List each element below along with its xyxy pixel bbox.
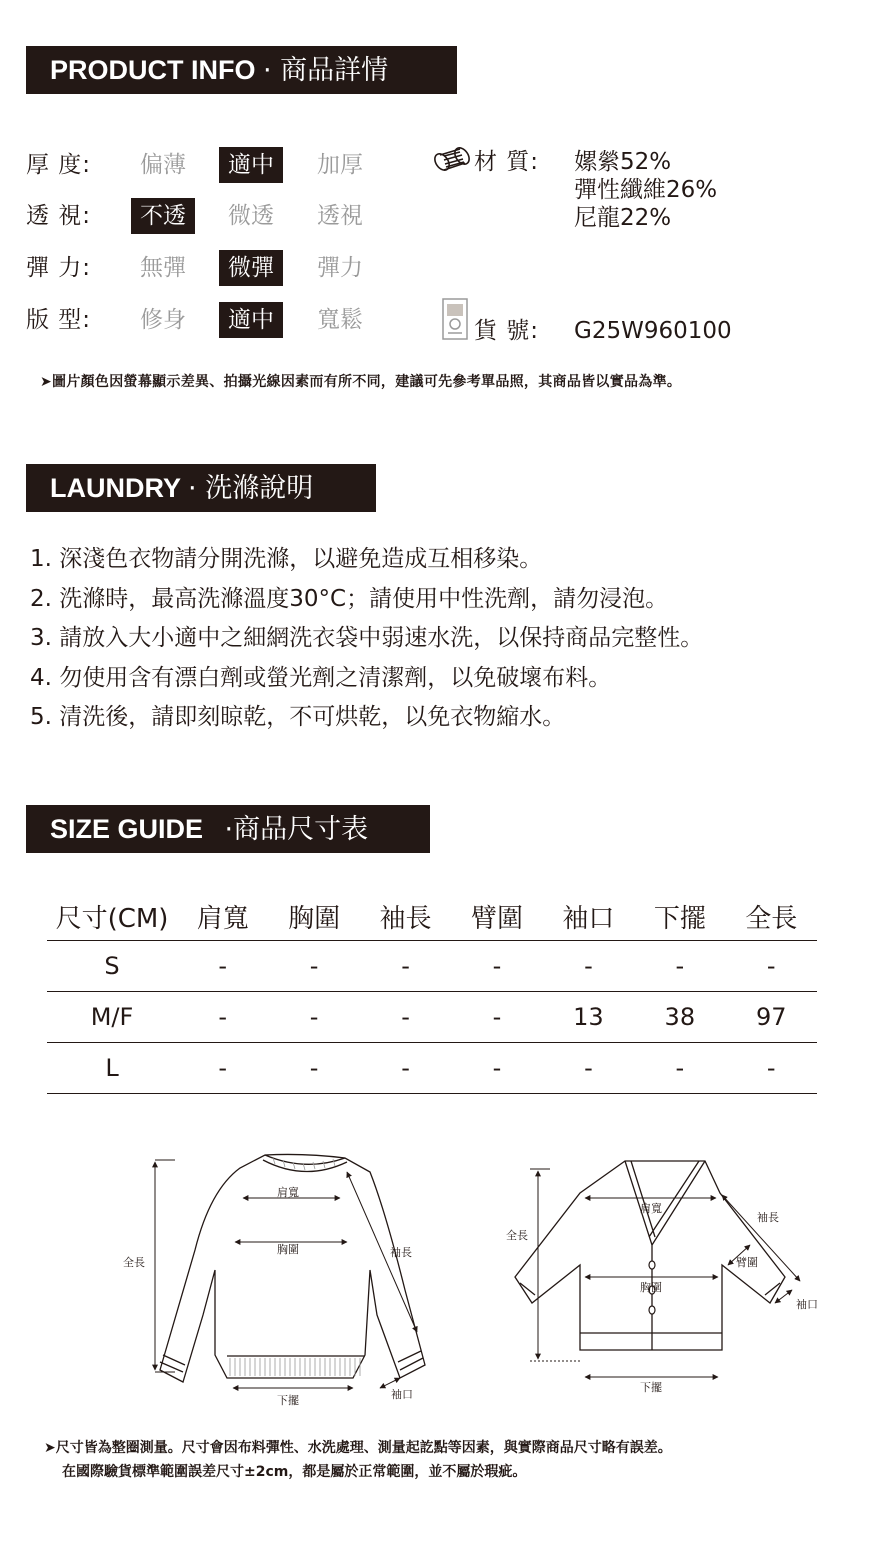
column-header: 袖長 bbox=[360, 892, 451, 941]
attribute-option-selected: 微彈 bbox=[219, 250, 283, 286]
attribute-label: 彈 力: bbox=[26, 255, 92, 281]
laundry-item: 5. 清洗後，請即刻晾乾，不可烘乾，以免衣物縮水。 bbox=[30, 704, 566, 730]
size-label: S bbox=[47, 941, 177, 992]
table-cell: - bbox=[726, 941, 817, 992]
table-cell: - bbox=[634, 941, 725, 992]
table-row bbox=[47, 941, 817, 992]
product-info-title-cn: · 商品詳情 bbox=[263, 55, 389, 86]
table-cell: 13 bbox=[543, 992, 634, 1043]
table-cell: - bbox=[177, 941, 268, 992]
attribute-option: 微透 bbox=[228, 203, 274, 229]
table-cell: - bbox=[268, 992, 359, 1043]
cardigan-length-label: 全長 bbox=[506, 1229, 528, 1242]
attribute-option: 透視 bbox=[317, 203, 363, 229]
laundry-item: 4. 勿使用含有漂白劑或螢光劑之清潔劑，以免破壞布料。 bbox=[30, 664, 612, 691]
attribute-option: 修身 bbox=[140, 307, 186, 333]
sweater-cuff-label: 袖口 bbox=[391, 1388, 413, 1401]
table-cell: - bbox=[268, 1043, 359, 1094]
table-cell: 38 bbox=[634, 992, 725, 1043]
attribute-option: 無彈 bbox=[140, 255, 186, 281]
column-header: 肩寬 bbox=[177, 892, 268, 941]
attribute-label: 厚 度: bbox=[26, 152, 92, 178]
size-disclaimer bbox=[44, 1436, 672, 1484]
cardigan-sleeve-label: 袖長 bbox=[757, 1211, 779, 1224]
cardigan-arm-label: 臂圍 bbox=[736, 1256, 758, 1269]
table-row bbox=[47, 1043, 817, 1094]
table-cell: - bbox=[726, 1043, 817, 1094]
product-info-header bbox=[26, 46, 457, 94]
cardigan-shoulder-label: 肩寬 bbox=[640, 1202, 662, 1215]
attribute-option: 彈力 bbox=[317, 255, 363, 281]
cardigan-diagram bbox=[500, 1155, 830, 1395]
column-header: 臂圍 bbox=[451, 892, 542, 941]
attribute-option: 偏薄 bbox=[140, 152, 186, 178]
material-line-1: 嫘縈52% bbox=[574, 149, 672, 175]
table-cell: - bbox=[177, 992, 268, 1043]
sweater-length-label: 全長 bbox=[123, 1256, 145, 1269]
color-disclaimer: ➤圖片顏色因螢幕顯示差異、拍攝光線因素而有所不同，建議可先參考單品照，其商品皆以實品為準。 bbox=[40, 374, 682, 390]
laundry-title-cn: · 洗滌說明 bbox=[188, 473, 314, 504]
table-cell: - bbox=[543, 1043, 634, 1094]
sweater-sleeve-label: 袖長 bbox=[390, 1246, 412, 1259]
size-disclaimer-line-1: ➤尺寸皆為整圈測量。尺寸會因布料彈性、水洗處理、測量起訖點等因素，與實際商品尺寸略有誤差。 bbox=[44, 1440, 672, 1456]
attribute-label: 版 型: bbox=[26, 307, 92, 333]
attribute-option-selected: 適中 bbox=[219, 147, 283, 183]
product-info-title-en: PRODUCT INFO bbox=[50, 55, 256, 85]
material-label: 材 質: bbox=[474, 149, 540, 175]
laundry-item: 2. 洗滌時，最高洗滌溫度30°C；請使用中性洗劑，請勿浸泡。 bbox=[30, 585, 669, 612]
size-guide-title-en: SIZE GUIDE bbox=[50, 814, 204, 844]
size-table-header-row bbox=[47, 892, 817, 941]
table-cell: - bbox=[543, 941, 634, 992]
attribute-option: 加厚 bbox=[317, 152, 363, 178]
item-number-value: G25W960100 bbox=[574, 318, 732, 344]
table-cell: - bbox=[634, 1043, 725, 1094]
laundry-header bbox=[26, 464, 376, 512]
attribute-label: 透 視: bbox=[26, 203, 92, 229]
sweater-shoulder-label: 肩寬 bbox=[277, 1186, 299, 1199]
yarn-spool-icon bbox=[434, 146, 472, 176]
attribute-option-selected: 不透 bbox=[131, 198, 195, 234]
table-cell: - bbox=[360, 941, 451, 992]
column-header: 全長 bbox=[726, 892, 817, 941]
material-line-2: 彈性纖維26% bbox=[574, 177, 718, 203]
size-guide-title-cn: ·商品尺寸表 bbox=[224, 814, 369, 845]
column-header: 袖口 bbox=[543, 892, 634, 941]
attribute-option: 寬鬆 bbox=[317, 307, 363, 333]
size-table bbox=[47, 892, 817, 1094]
item-number-label: 貨 號: bbox=[474, 318, 540, 344]
column-header: 胸圍 bbox=[268, 892, 359, 941]
size-label: M/F bbox=[47, 992, 177, 1043]
table-row bbox=[47, 992, 817, 1043]
material-line-3: 尼龍22% bbox=[574, 205, 672, 231]
cardigan-chest-label: 胸圍 bbox=[640, 1281, 662, 1294]
sweater-chest-label: 胸圍 bbox=[277, 1243, 299, 1256]
size-label: L bbox=[47, 1043, 177, 1094]
laundry-list bbox=[30, 540, 703, 738]
table-cell: - bbox=[177, 1043, 268, 1094]
table-cell: - bbox=[451, 992, 542, 1043]
laundry-item: 1. 深淺色衣物請分開洗滌，以避免造成互相移染。 bbox=[30, 546, 543, 572]
table-cell: 97 bbox=[726, 992, 817, 1043]
size-guide-header bbox=[26, 805, 430, 853]
sweater-hem-label: 下擺 bbox=[277, 1394, 299, 1407]
table-cell: - bbox=[451, 1043, 542, 1094]
table-cell: - bbox=[360, 992, 451, 1043]
table-cell: - bbox=[451, 941, 542, 992]
cardigan-cuff-label: 袖口 bbox=[796, 1298, 818, 1311]
tag-icon bbox=[440, 296, 470, 342]
table-cell: - bbox=[268, 941, 359, 992]
laundry-title-en: LAUNDRY bbox=[50, 473, 181, 503]
table-cell: - bbox=[360, 1043, 451, 1094]
column-header: 下擺 bbox=[634, 892, 725, 941]
cardigan-hem-label: 下擺 bbox=[640, 1381, 662, 1394]
sweater-diagram bbox=[115, 1150, 435, 1410]
column-header: 尺寸(CM) bbox=[47, 892, 177, 941]
size-disclaimer-line-2: 在國際驗貨標準範圍誤差尺寸±2cm，都是屬於正常範圍，並不屬於瑕疵。 bbox=[62, 1464, 527, 1480]
laundry-item: 3. 請放入大小適中之細網洗衣袋中弱速水洗，以保持商品完整性。 bbox=[30, 625, 704, 651]
attribute-option-selected: 適中 bbox=[219, 302, 283, 338]
